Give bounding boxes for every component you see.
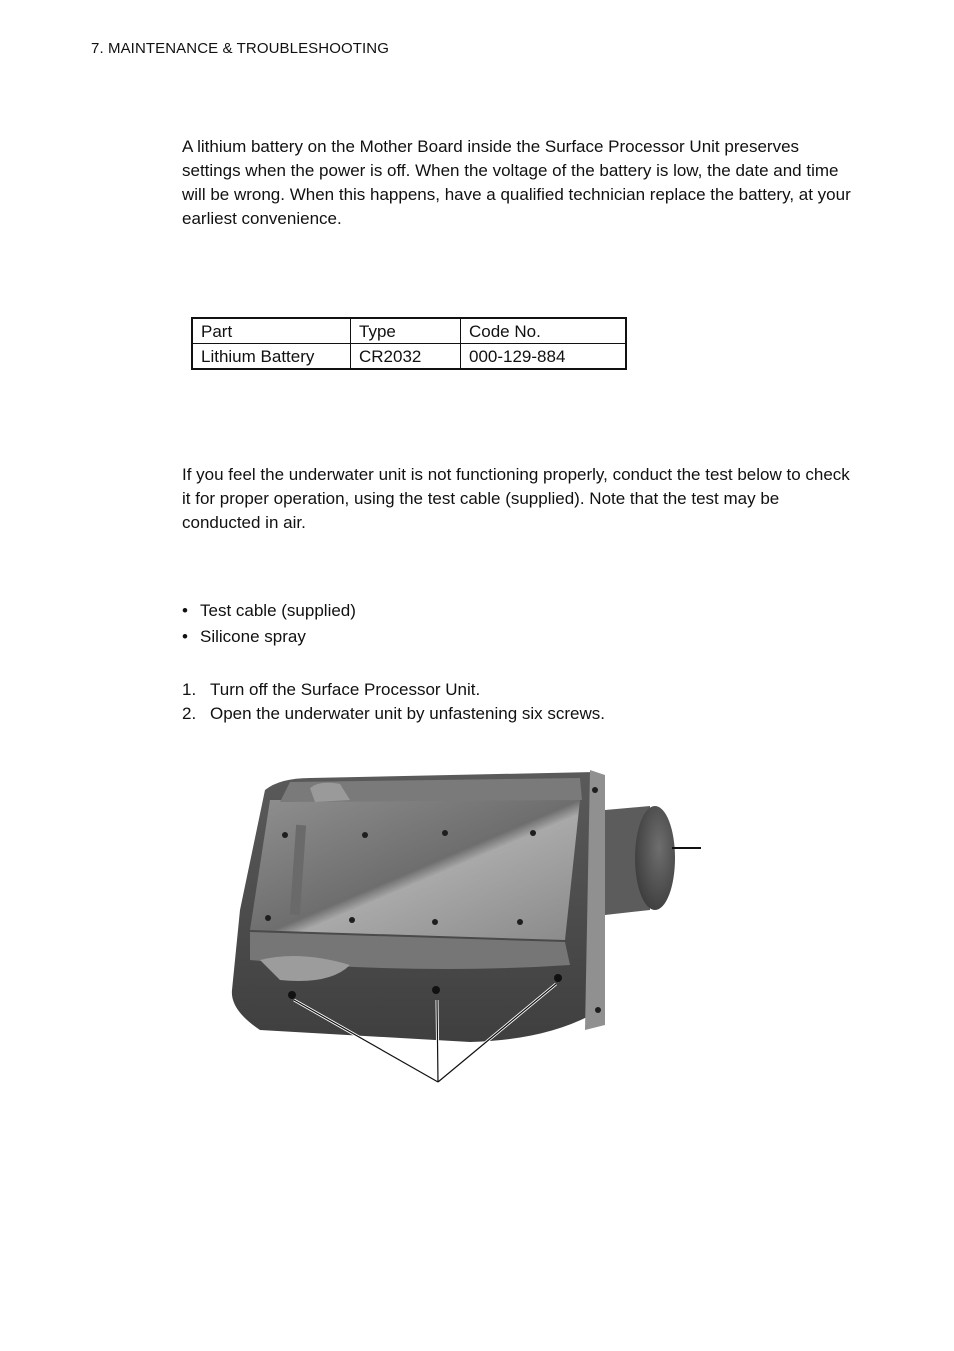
list-item [182, 678, 605, 702]
tool-label: Test cable (supplied) [200, 601, 356, 620]
step-number: 2. [182, 704, 197, 723]
list-item [182, 624, 356, 650]
table-header-row [192, 318, 626, 344]
step-text: Open the underwater unit by unfastening six screws. [210, 704, 605, 723]
table-row [192, 344, 626, 370]
bullet-icon: • [182, 627, 188, 646]
table-header-type: Type [351, 318, 461, 344]
bullet-icon: • [182, 601, 188, 620]
step-number: 1. [182, 680, 197, 699]
screw-center [432, 986, 440, 994]
tools-list [182, 598, 356, 650]
running-header: 7. MAINTENANCE & TROUBLESHOOTING [91, 40, 389, 57]
step-text: Turn off the Surface Processor Unit. [210, 680, 481, 699]
underwater-unit-illustration [220, 760, 720, 1100]
list-item [182, 598, 356, 624]
table-header-code: Code No. [461, 318, 627, 344]
underwater-unit-figure [220, 760, 720, 1105]
tool-label: Silicone spray [200, 627, 306, 646]
table-header-part: Part [192, 318, 351, 344]
list-item [182, 702, 605, 726]
connector-cap [635, 806, 675, 910]
table-cell-type: CR2032 [351, 344, 461, 370]
table-cell-part: Lithium Battery [192, 344, 351, 370]
screw-right [554, 974, 562, 982]
screw-left [288, 991, 296, 999]
battery-parts-table [191, 317, 627, 370]
underwater-check-paragraph: If you feel the underwater unit is not functioning properly, conduct the test below to check it for proper operation, using the test cable (supplied). Note that the test may be conducted in air. [182, 465, 850, 532]
table-cell-code: 000-129-884 [461, 344, 627, 370]
battery-paragraph: A lithium battery on the Mother Board inside the Surface Processor Unit preserves settings when the power is off. When the voltage of the battery is low, the date and time will be wrong. When this happens, have a qualified technician replace the battery, at your earliest convenience. [182, 137, 851, 228]
procedure-steps [182, 678, 605, 726]
